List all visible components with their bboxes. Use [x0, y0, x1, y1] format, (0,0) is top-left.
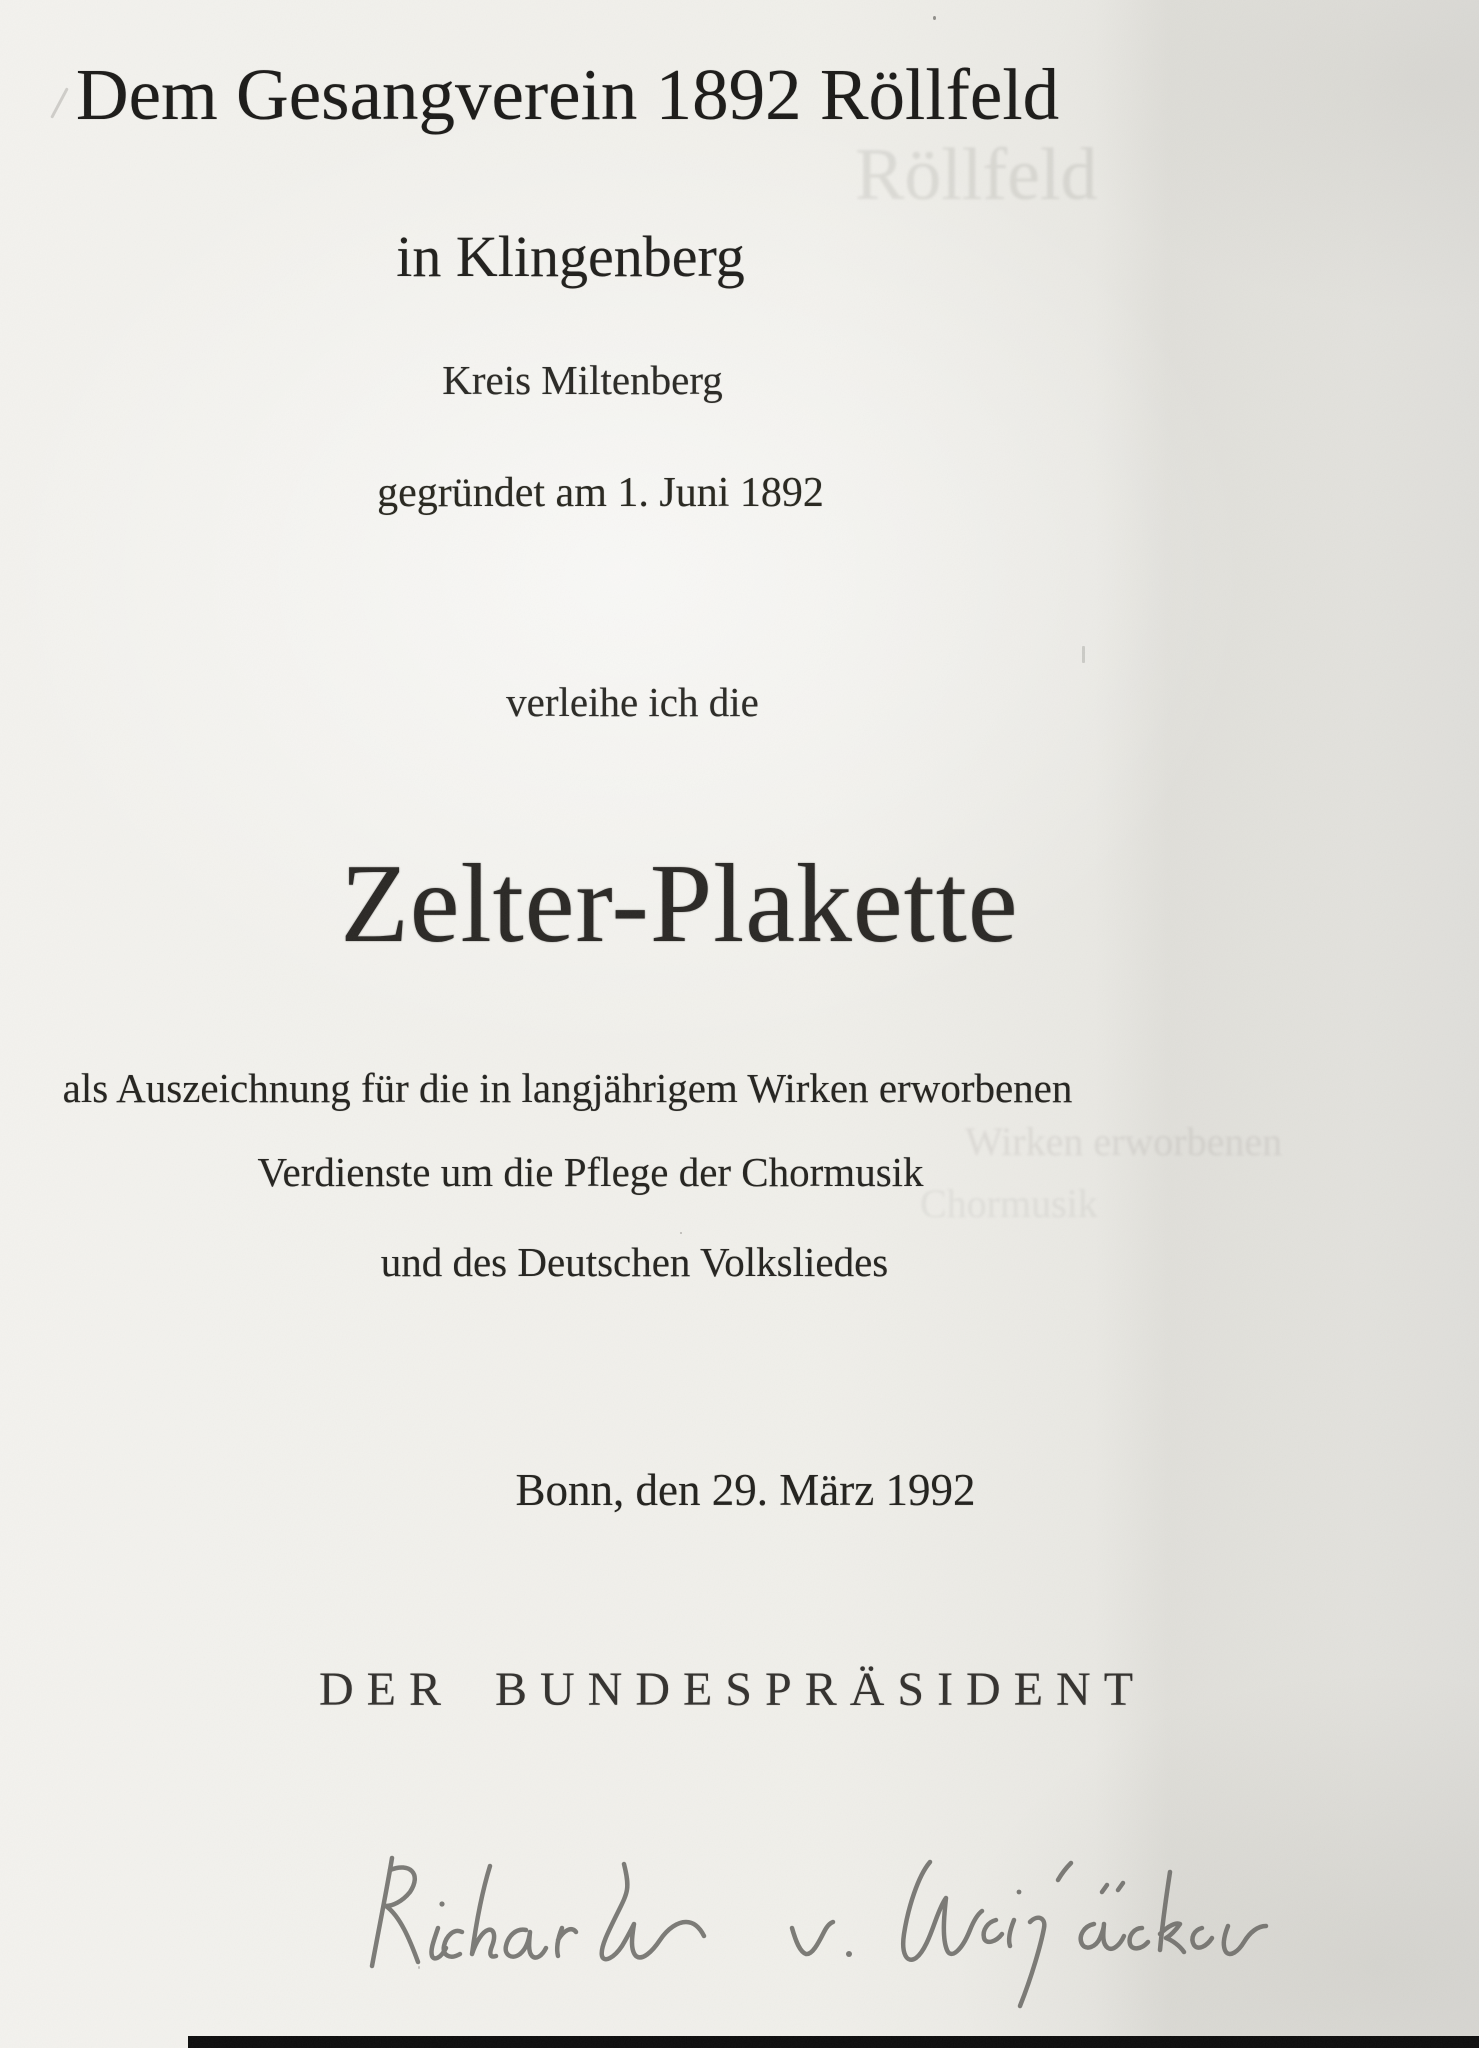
scan-speck: [680, 1232, 682, 1234]
scan-ghost-recipient-echo: Röllfeld: [855, 134, 1098, 216]
recipient-line: Dem Gesangverein 1892 Röllfeld: [75, 54, 1060, 135]
bottom-scan-bar: [188, 2036, 1479, 2048]
issuer-line: DER BUNDESPRÄSIDENT: [318, 1663, 1147, 1716]
signature: [330, 1828, 1290, 2023]
date-line: Bonn, den 29. März 1992: [515, 1465, 976, 1515]
citation-line: als Auszeichnung für die in langjährigem Wirken erworbenen: [62, 1065, 1073, 1111]
scan-ghost-citation-echo: Wirken erworbenen: [965, 1119, 1283, 1164]
district-line: Kreis Miltenberg: [442, 357, 723, 403]
award-title: Zelter-Plakette: [340, 842, 1019, 966]
signature-handwriting-svg: [330, 1828, 1290, 2023]
scan-stray-mark: [1082, 646, 1085, 663]
scan-ghost-chormusik-echo: Chormusik: [920, 1181, 1098, 1226]
location-line: in Klingenberg: [396, 224, 745, 289]
founded-date-line: gegründet am 1. Juni 1892: [377, 470, 824, 516]
citation-line: Verdienste um die Pflege der Chormusik: [257, 1149, 924, 1195]
scan-speck: [418, 1966, 420, 1969]
bestow-line: verleihe ich die: [506, 679, 759, 725]
citation-line: und des Deutschen Volksliedes: [380, 1239, 889, 1285]
scan-speck: [933, 16, 936, 20]
